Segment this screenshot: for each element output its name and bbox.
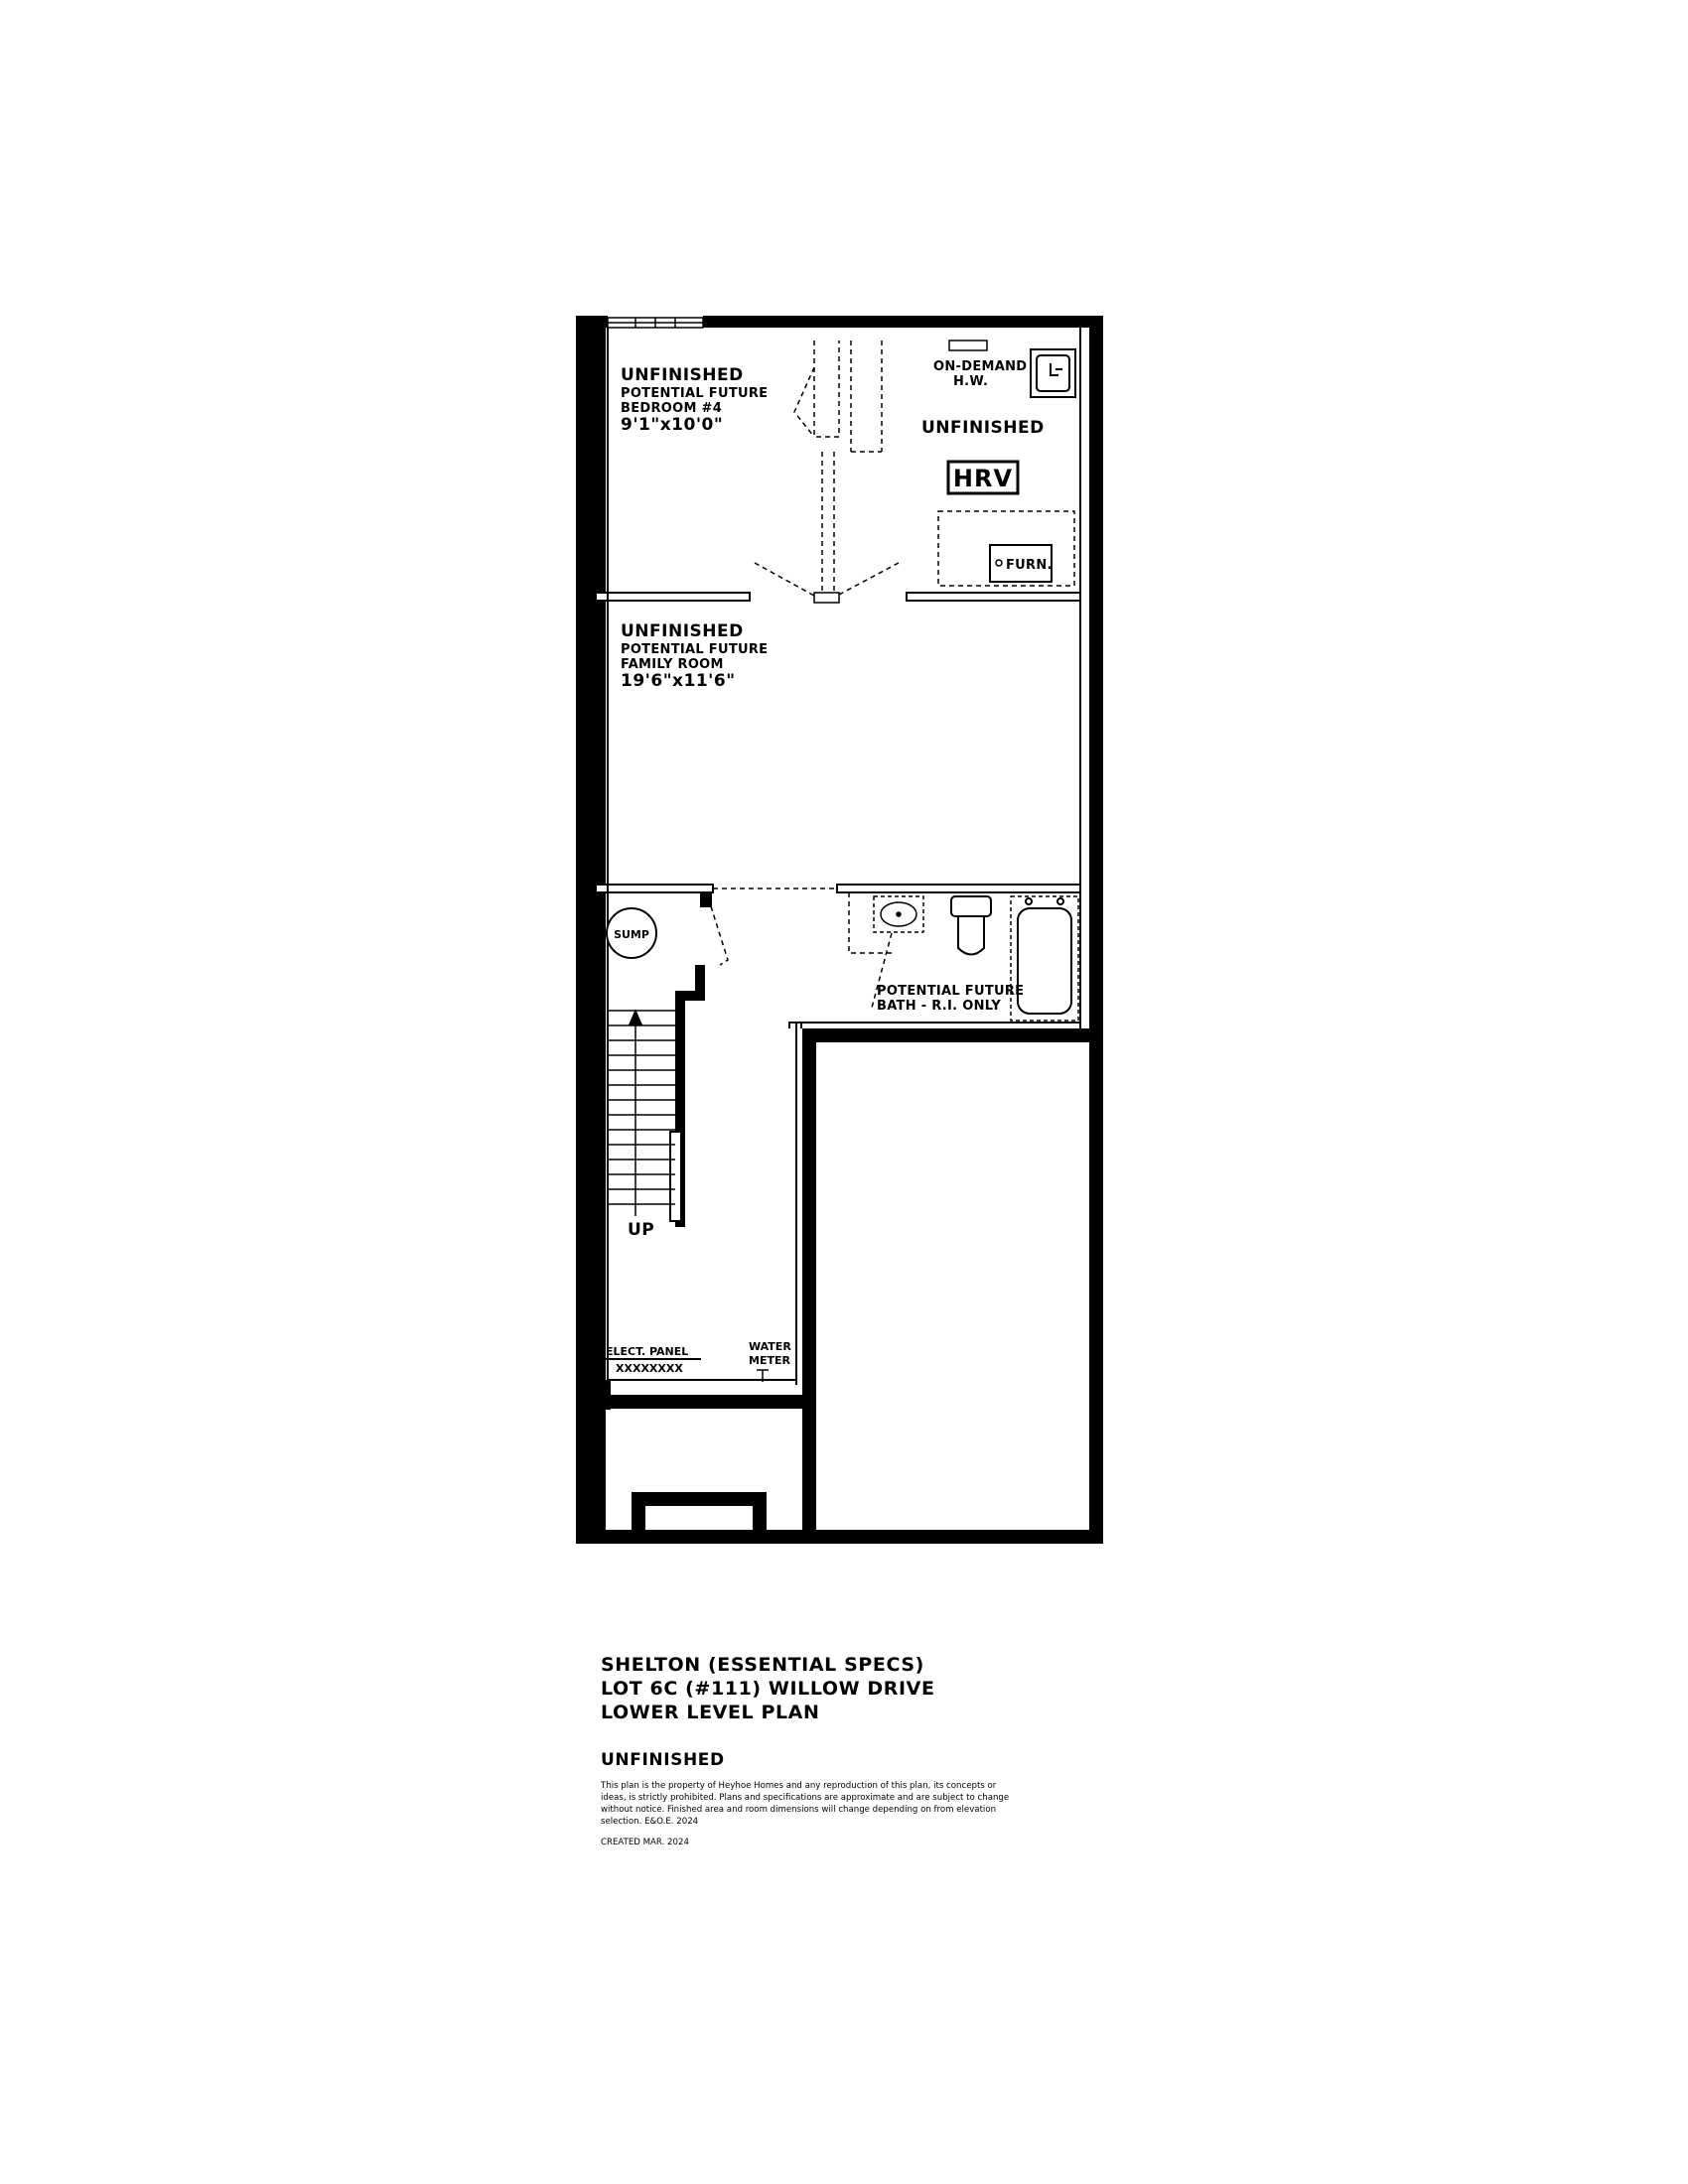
door-swings — [711, 367, 899, 1008]
disclaimer-text: This plan is the property of Heyhoe Homes and any reproduction of this plan, its concepts or ideas, is strictly prohibited. Plans and specifications are approximate and are subject to change without notice. Finished area and room dimensions will change depending on from elevation selection. E&O.E. 2024 — [601, 1781, 1010, 1827]
window — [608, 318, 703, 328]
family-status: UNFINISHED — [621, 621, 744, 641]
on-demand-label: ON-DEMAND — [933, 359, 1028, 374]
elect-panel-code: XXXXXXXX — [616, 1362, 683, 1375]
plan-lot-title: LOT 6C (#111) WILLOW DRIVE — [601, 1678, 935, 1700]
hw-label: H.W. — [953, 374, 989, 389]
created-date: CREATED MAR. 2024 — [601, 1838, 689, 1847]
bath-line1: POTENTIAL FUTURE — [877, 984, 1025, 999]
bath-line2: BATH - R.I. ONLY — [877, 999, 1002, 1014]
hrv-unit — [948, 462, 1018, 493]
elect-panel-label: ELECT. PANEL — [606, 1345, 689, 1358]
hrv-label: HRV — [952, 465, 1014, 492]
column — [814, 593, 839, 603]
water-heater — [949, 341, 987, 350]
stairs-up-label: UP — [628, 1220, 655, 1240]
stair-arrow-icon — [630, 1011, 641, 1216]
furnace — [990, 545, 1053, 582]
furnace-label: FURN. — [1006, 558, 1053, 573]
bedroom-line2: BEDROOM #4 — [621, 401, 723, 416]
mechanical-status: UNFINISHED — [921, 418, 1045, 438]
bedroom-line1: POTENTIAL FUTURE — [621, 386, 769, 401]
plan-model-title: SHELTON (ESSENTIAL SPECS) — [601, 1654, 924, 1676]
family-line1: POTENTIAL FUTURE — [621, 642, 769, 657]
meter-label: METER — [749, 1354, 790, 1367]
sink-icon — [874, 896, 923, 932]
bathtub-icon — [1011, 896, 1078, 1021]
title-block — [601, 1653, 1157, 1847]
family-dims: 19'6"x11'6" — [621, 671, 736, 691]
bedroom-status: UNFINISHED — [621, 365, 744, 385]
toilet-icon — [951, 896, 991, 955]
stairs — [608, 1011, 675, 1204]
family-line2: FAMILY ROOM — [621, 657, 724, 672]
plan-level-title: LOWER LEVEL PLAN — [601, 1702, 820, 1723]
sump-pit — [607, 908, 656, 958]
water-label: WATER — [749, 1340, 791, 1353]
upper-stair-outline — [814, 341, 882, 593]
bedroom-dims: 9'1"x10'0" — [621, 415, 724, 435]
plan-subtitle: UNFINISHED — [601, 1750, 725, 1770]
sump-label: SUMP — [614, 928, 649, 941]
laundry-tub-icon — [1031, 349, 1075, 397]
